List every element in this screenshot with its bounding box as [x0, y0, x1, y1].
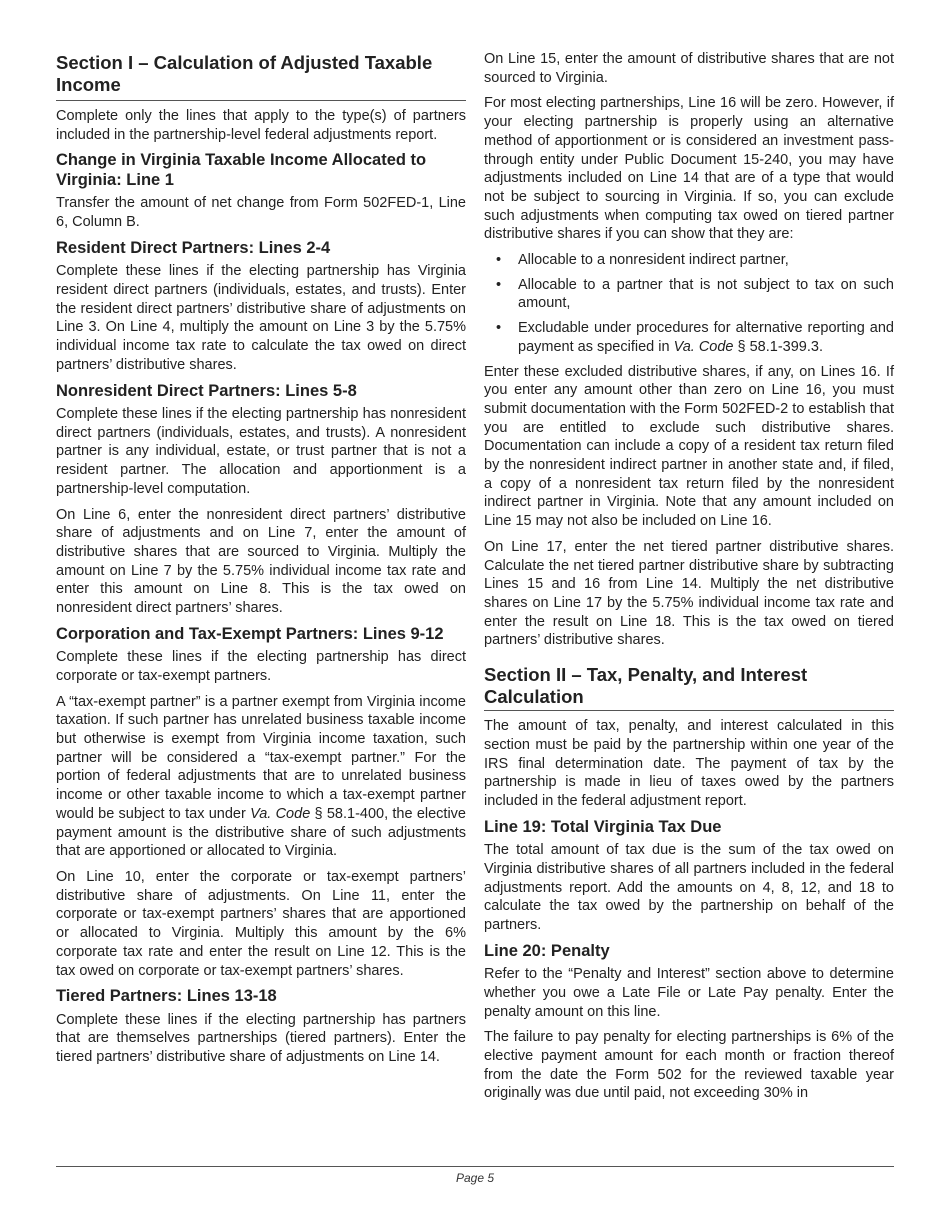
line-16-text: For most electing partnerships, Line 16 will be zero. However, if your electing partnership is properly using an alternative method of apportionment or is considered an investment pass-through entity under Public Document 15-240, you may have adjustments included on Line 14 that are of a type that would not be subject to sourcing in Virginia. If so, you can exclude such adjustments when computing tax owed on tiered partner distributive shares if you can show that they are: [484, 95, 894, 243]
tiered-partners-heading: Tiered Partners: Lines 13-18 [56, 987, 277, 1006]
exclusion-item-part-a: Excludable under procedures for alternative reporting and payment as specified in [518, 320, 894, 355]
va-code-citation: Va. Code [673, 338, 734, 355]
line-19-text: The total amount of tax due is the sum of the tax owed on Virginia distributive shares of all partners included in the federal adjustments report. Add the amounts on 4, 8, 12, and 18 to calculate the tax owed by the partnership on behalf of the partners. [484, 842, 894, 933]
corporate-partners-heading: Corporation and Tax-Exempt Partners: Lines 9-12 [56, 624, 444, 643]
section-2-text: The amount of tax, penalty, and interest calculated in this section must be paid by the partnership within one year of the IRS final determination date. The payment of tax by the partnership is made in lieu of taxes owed by the partners included in the federal adjustment report. [484, 718, 894, 809]
page-number: Page 5 [455, 1171, 495, 1185]
line-15-text: On Line 15, enter the amount of distributive shares that are not sourced to Virginia. [484, 51, 894, 86]
section-1-title: Section I – Calculation of Adjusted Taxable Income [56, 52, 466, 101]
exclusion-item: • Allocable to a partner that is not subject to tax on such amount, [484, 276, 894, 313]
line-1-heading: Change in Virginia Taxable Income Allocated to Virginia: Line 1 [56, 151, 427, 189]
line-20-text-2: The failure to pay penalty for electing partnerships is 6% of the elective payment amount for each month or fraction thereof from the date the Form 502 for the reviewed taxable year originally was due until paid, not exceeding 30% in [484, 1029, 894, 1102]
exclusion-list [484, 251, 894, 357]
corporate-text-2-part-a: A “tax-exempt partner” is a partner exempt from Virginia income taxation. If such partner has unrelated business taxable income but otherwise is exempt from Virginia income taxation, such partner will be considered a “tax-exempt partner.” For the portion of federal adjustments that are to unrelated business income or other taxable income to which a tax-exempt partner would be subject to tax under [56, 693, 466, 822]
va-code-citation: Va. Code [250, 805, 311, 822]
corporate-partners-text-3: On Line 10, enter the corporate or tax-exempt partners’ distributive share of adjustments. On Line 11, enter the corporate or tax-exempt partners’ shares that are apportioned or allocated to Virginia. Multiply this amount by the 6% corporate tax rate and enter the result on Line 12. This is the tax owed on corporate or tax-exempt partners’ shares. [56, 869, 466, 979]
nonresident-partners-heading: Nonresident Direct Partners: Lines 5-8 [56, 381, 357, 400]
left-column [56, 50, 466, 1074]
exclusion-item [484, 319, 894, 356]
tiered-partners-text: Complete these lines if the electing partnership has partners that are themselves partnerships (tiered partners). Enter the tiered partners’ distributive share of adjustments on Line 14. [56, 1011, 466, 1066]
exclusion-item-part-b: § 58.1-399.3. [733, 338, 823, 355]
line-1-text: Transfer the amount of net change from Form 502FED-1, Line 6, Column B. [56, 195, 466, 231]
corporate-partners-text-1: Complete these lines if the electing partnership has direct corporate or tax-exempt partners. [56, 649, 466, 684]
exclusion-item: • Allocable to a nonresident indirect partner, [484, 251, 894, 270]
line-20-heading: Line 20: Penalty [484, 941, 610, 960]
nonresident-partners-text-1: Complete these lines if the electing partnership has nonresident direct partners (individuals, estates, and trusts). A nonresident partner is any individual, estate, or trust partner that is not a resident partner. The allocation and apportionment is a partnership-level computation. [56, 406, 466, 497]
line-20-text-1: Refer to the “Penalty and Interest” section above to determine whether you owe a Late File or Late Pay penalty. Enter the penalty amount on this line. [484, 966, 894, 1020]
nonresident-partners-text-2: On Line 6, enter the nonresident direct partners’ distributive share of adjustments and on Line 7, enter the amount of distributive shares that are sourced to Virginia. Multiply the amount on Line 7 by the 5.75% individual income tax rate and enter this amount on Line 8. This is the tax owed on nonresident direct partners’ shares. [56, 506, 466, 617]
line-17-text: On Line 17, enter the net tiered partner distributive shares. Calculate the net tiered partner distributive share by subtracting Lines 15 and 16 from Line 14. Multiply the net distributive shares on Line 17 by the 5.75% individual income tax rate and enter the result on Line 18. This is the tax owed on tiered partners’ distributive shares. [484, 538, 894, 649]
excluded-shares-text: Enter these excluded distributive shares, if any, on Lines 16. If you enter any amount other than zero on Line 16, you must submit documentation with the Form 502FED-2 to establish that you are entitled to exclude such distributive shares. Documentation can include a copy of a resident tax return filed by the nonresident indirect partner in another state and, if filed, a copy of a nonresident tax return filed by the nonresident indirect partner in Virginia. Note that any amount included on Line 15 may not also be included on Line 16. [484, 363, 894, 530]
corporate-text-2-part-b: § 58.1-400, the elective payment amount is the distributive share of such adjustments that are apportioned or allocated to Virginia. [56, 805, 466, 860]
line-19-heading: Line 19: Total Virginia Tax Due [484, 817, 722, 836]
resident-partners-heading: Resident Direct Partners: Lines 2-4 [56, 238, 331, 257]
footer-divider [56, 1166, 894, 1167]
resident-partners-text: Complete these lines if the electing partnership has Virginia resident direct partners (individuals, estates, and trusts). Enter the resident direct partners’ distributive share of adjustments on Line 3. On Line 4, multiply the amount on Line 3 by the 5.75% individual income tax rate to calculate the tax owed on direct partners’ distributive shares. [56, 263, 466, 373]
right-column [484, 50, 894, 1110]
section-1-intro: Complete only the lines that apply to the type(s) of partners included in the partnership-level federal adjustments report. [56, 108, 466, 143]
corporate-partners-text-2 [56, 693, 466, 861]
section-2-title: Section II – Tax, Penalty, and Interest Calculation [484, 664, 894, 711]
